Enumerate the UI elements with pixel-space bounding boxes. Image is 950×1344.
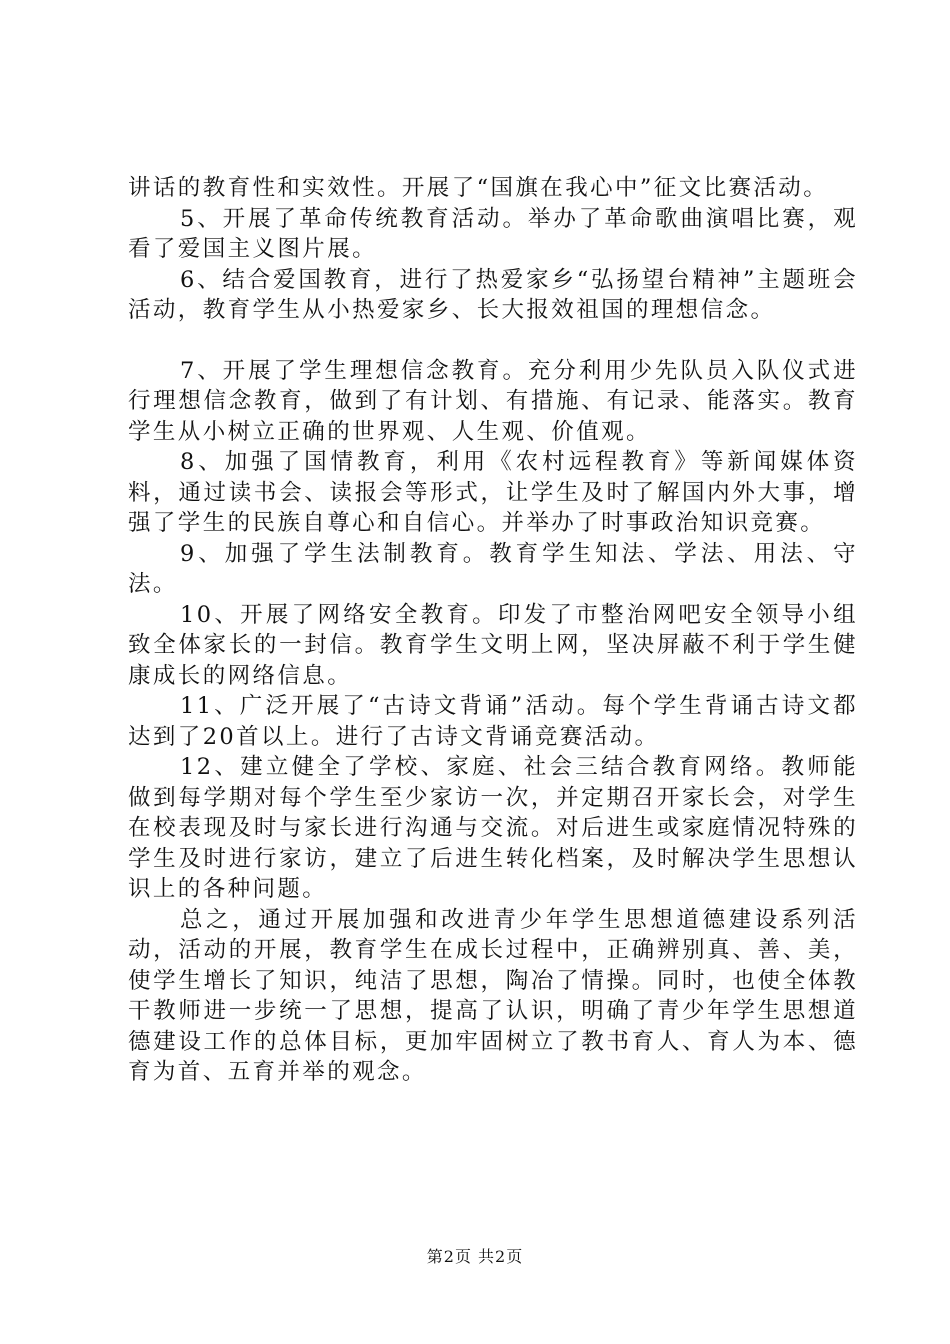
paragraph-item-11: 11、广泛开展了“古诗文背诵”活动。每个学生背诵古诗文都达到了20首以上。进行了古诗文背诵竞赛活动。 xyxy=(128,693,858,750)
page-footer: 第2页 共2页 xyxy=(426,1247,524,1266)
paragraph-item-9: 9、加强了学生法制教育。教育学生知法、学法、用法、守法。 xyxy=(128,540,858,597)
document-body xyxy=(128,173,858,1088)
paragraph-item-5: 5、开展了革命传统教育活动。举办了革命歌曲演唱比赛，观看了爱国主义图片展。 xyxy=(128,205,858,262)
paragraph-continuation: 讲话的教育性和实效性。开展了“国旗在我心中”征文比赛活动。 xyxy=(128,175,829,201)
paragraph-item-12: 12、建立健全了学校、家庭、社会三结合教育网络。教师能做到每学期对每个学生至少家访一次，并定期召开家长会，对学生在校表现及时与家长进行沟通与交流。对后进生或家庭情况特殊的学生及时进行家访，建立了后进生转化档案，及时解决学生思想认识上的各种问题。 xyxy=(128,754,858,902)
paragraph-summary: 总之，通过开展加强和改进青少年学生思想道德建设系列活动，活动的开展，教育学生在成长过程中，正确辨别真、善、美，使学生增长了知识，纯洁了思想，陶冶了情操。同时，也使全体教干教师进一步统一了思想，提高了认识，明确了青少年学生思想道德建设工作的总体目标，更加牢固树立了教书育人、育人为本、德育为首、五育并举的观念。 xyxy=(128,906,858,1085)
paragraph-item-10: 10、开展了网络安全教育。印发了市整治网吧安全领导小组致全体家长的一封信。教育学生文明上网，坚决屏蔽不利于学生健康成长的网络信息。 xyxy=(128,601,858,689)
paragraph-item-8: 8、加强了国情教育，利用《农村远程教育》等新闻媒体资料，通过读书会、读报会等形式，让学生及时了解国内外大事，增强了学生的民族自尊心和自信心。并举办了时事政治知识竞赛。 xyxy=(128,449,858,536)
paragraph-item-6: 6、结合爱国教育，进行了热爱家乡“弘扬望台精神”主题班会活动，教育学生从小热爱家乡、长大报效祖国的理想信念。 xyxy=(128,266,858,323)
paragraph-item-7: 7、开展了学生理想信念教育。充分利用少先队员入队仪式进行理想信念教育，做到了有计划、有措施、有记录、能落实。教育学生从小树立正确的世界观、人生观、价值观。 xyxy=(128,357,858,445)
